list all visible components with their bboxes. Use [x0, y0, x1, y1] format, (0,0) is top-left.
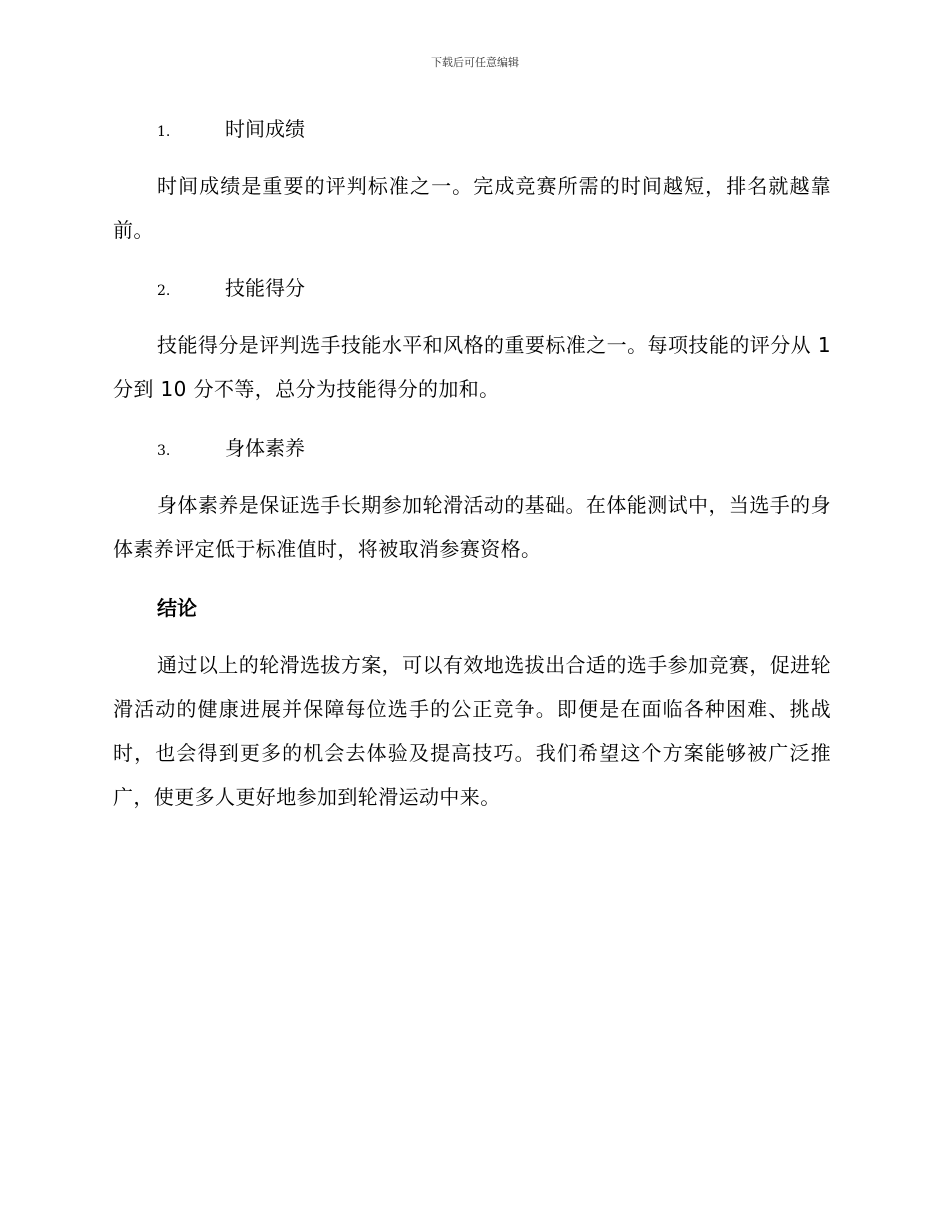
section-heading-1: [157, 114, 305, 144]
conclusion-heading: 结论: [157, 596, 197, 620]
section-number: 3.: [157, 443, 171, 459]
section-paragraph-2: 技能得分是评判选手技能水平和风格的重要标准之一。每项技能的评分从 1 分到 10 分不等，总分为技能得分的加和。: [113, 333, 831, 401]
section-number: 1.: [157, 124, 171, 140]
section-paragraph-3: 身体素养是保证选手长期参加轮滑活动的基础。在体能测试中，当选手的身体素养评定低于标准值时，将被取消参赛资格。: [113, 493, 831, 561]
section-heading-2: [157, 273, 305, 303]
section-paragraph-1: 时间成绩是重要的评判标准之一。完成竞赛所需的时间越短，排名就越靠前。: [113, 174, 831, 242]
page-header: 下载后可任意编辑: [431, 56, 519, 69]
section-heading-3: [157, 433, 305, 463]
section-title: 身体素养: [225, 436, 305, 460]
section-number: 2.: [157, 283, 171, 299]
conclusion-paragraph: 通过以上的轮滑选拔方案，可以有效地选拔出合适的选手参加竞赛，促进轮滑活动的健康进展并保障每位选手的公正竞争。即便是在面临各种困难、挑战时，也会得到更多的机会去体验及提高技巧。我们希望这个方案能够被广泛推广，使更多人更好地参加到轮滑运动中来。: [113, 653, 831, 809]
section-title: 技能得分: [225, 276, 305, 300]
section-title: 时间成绩: [225, 117, 305, 141]
